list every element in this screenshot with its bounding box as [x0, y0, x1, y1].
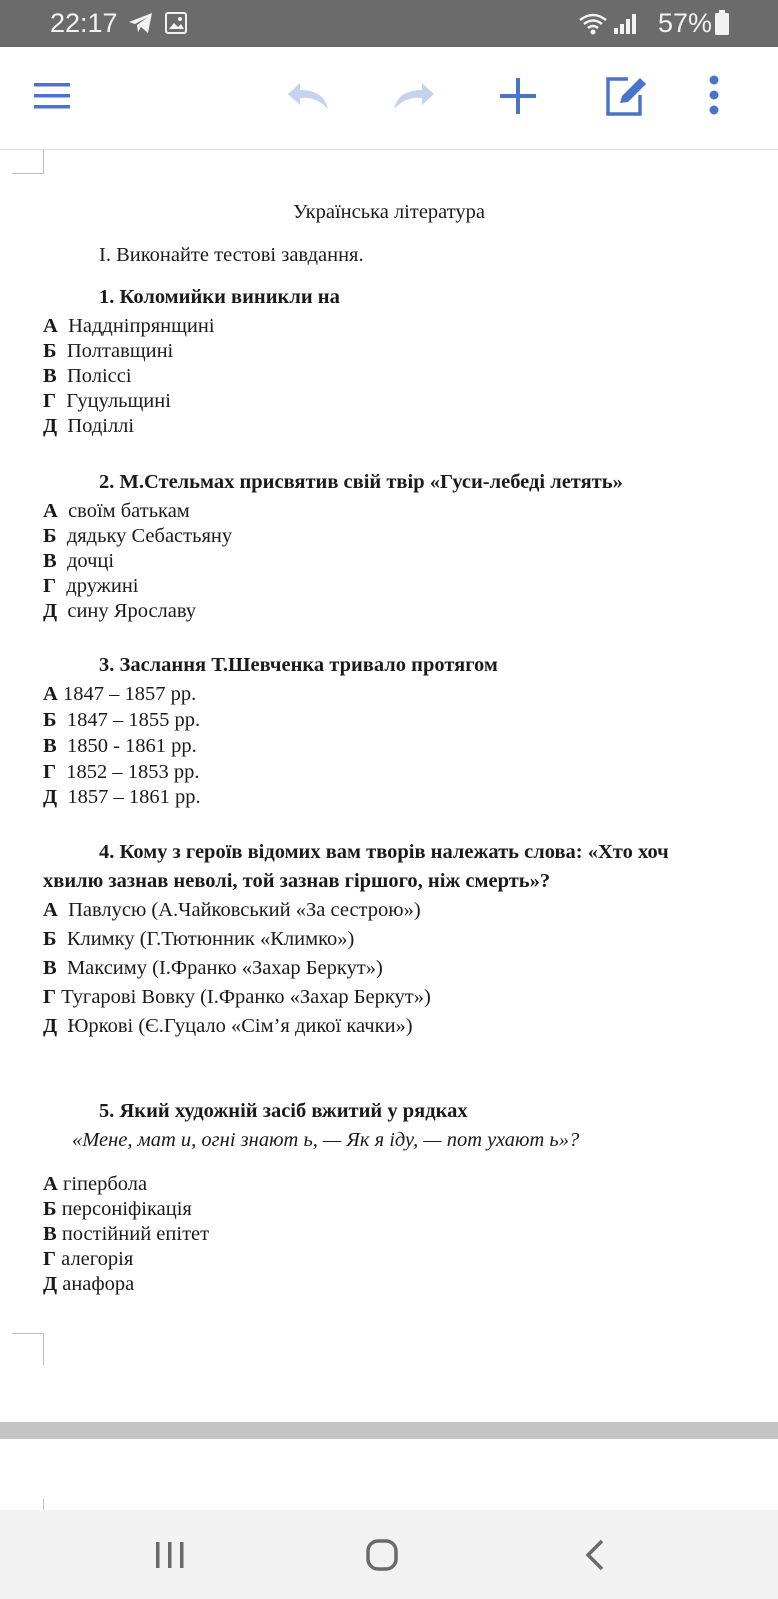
page-separator: [0, 1422, 778, 1439]
option-q1-c: В Поліссі: [43, 365, 132, 387]
battery-icon: [714, 10, 730, 36]
back-icon[interactable]: [584, 1539, 606, 1571]
edit-icon[interactable]: [604, 75, 648, 117]
option-q1-b: Б Полтавщині: [43, 340, 174, 362]
option-q5-a: А гіпербола: [43, 1173, 148, 1195]
telegram-icon: [128, 12, 154, 34]
question-4-line-2: хвилю зазнав неволі, той зазнав гіршого, ніж смерть»?: [43, 870, 551, 892]
option-q4-b: Б Климку (Г.Тютюнник «Климко»): [43, 928, 355, 950]
question-1: 1. Коломийки виникли на: [99, 286, 340, 308]
option-q2-a: А своїм батькам: [43, 500, 190, 522]
option-q1-d: Г Гуцульщині: [43, 390, 171, 412]
system-nav-bar: [0, 1510, 778, 1599]
status-bar: [0, 0, 778, 47]
option-q4-d: Г Тугарові Вовку (І.Франко «Захар Беркут»): [43, 986, 431, 1008]
option-q4-c: В Максиму (І.Франко «Захар Беркут»): [43, 957, 383, 979]
status-time: 22:17: [50, 8, 118, 38]
wifi-icon: [578, 12, 608, 36]
margin-corner-bottom: [12, 1333, 44, 1365]
question-5: 5. Який художній засіб вжитий у рядках: [99, 1100, 468, 1122]
home-icon[interactable]: [366, 1539, 398, 1571]
undo-icon[interactable]: [284, 79, 332, 113]
option-q4-e: Д Юркові (Є.Гуцало «Сім’я дикої качки»): [43, 1015, 413, 1037]
more-icon[interactable]: [704, 75, 724, 117]
margin-corner-top: [12, 150, 44, 174]
option-q2-d: Г дружині: [43, 575, 139, 597]
margin-corner-next-page: [43, 1499, 45, 1510]
gallery-icon: [165, 12, 187, 34]
option-q2-e: Д сину Ярославу: [43, 600, 197, 622]
menu-icon[interactable]: [34, 81, 72, 111]
option-q2-b: Б дядьку Себастьяну: [43, 525, 233, 547]
redo-icon[interactable]: [390, 79, 438, 113]
document-page[interactable]: [0, 150, 778, 1422]
recent-apps-icon[interactable]: [155, 1541, 185, 1569]
option-q5-c: В постійний епітет: [43, 1223, 210, 1245]
section-heading: І. Виконайте тестові завдання.: [99, 244, 364, 266]
signal-icon: [612, 12, 638, 36]
question-4-line-1: 4. Кому з героїв відомих вам творів належать слова: «Хто хоч: [99, 841, 669, 863]
option-q3-c: В 1850 ‐ 1861 рр.: [43, 735, 197, 757]
option-q3-a: А 1847 – 1857 рр.: [43, 683, 197, 705]
option-q1-e: Д Поділлі: [43, 415, 135, 437]
app-toolbar: [0, 47, 778, 150]
next-page[interactable]: [0, 1439, 778, 1510]
add-icon[interactable]: [499, 77, 537, 115]
question-3: 3. Заслання Т.Шевченка тривало протягом: [99, 654, 498, 676]
question-2: 2. М.Стельмах присвятив свій твір «Гуси-лебеді летять»: [99, 471, 623, 493]
option-q3-d: Г 1852 – 1853 рр.: [43, 761, 200, 783]
document-title: Українська література: [292, 201, 486, 223]
option-q5-b: Б персоніфікація: [43, 1198, 192, 1220]
question-5-quote: «Мене, мат и, огні знают ь, — Як я іду, — пот ухают ь»?: [72, 1129, 580, 1151]
battery-percent: 57%: [658, 8, 713, 38]
option-q4-a: А Павлусю (А.Чайковський «За сестрою»): [43, 899, 421, 921]
option-q1-a: А Наддніпрянщині: [43, 315, 215, 337]
option-q5-e: Д анафора: [43, 1273, 135, 1295]
option-q2-c: В дочці: [43, 550, 115, 572]
option-q5-d: Г алегорія: [43, 1248, 134, 1270]
option-q3-e: Д 1857 – 1861 рр.: [43, 786, 201, 808]
option-q3-b: Б 1847 – 1855 рр.: [43, 709, 201, 731]
